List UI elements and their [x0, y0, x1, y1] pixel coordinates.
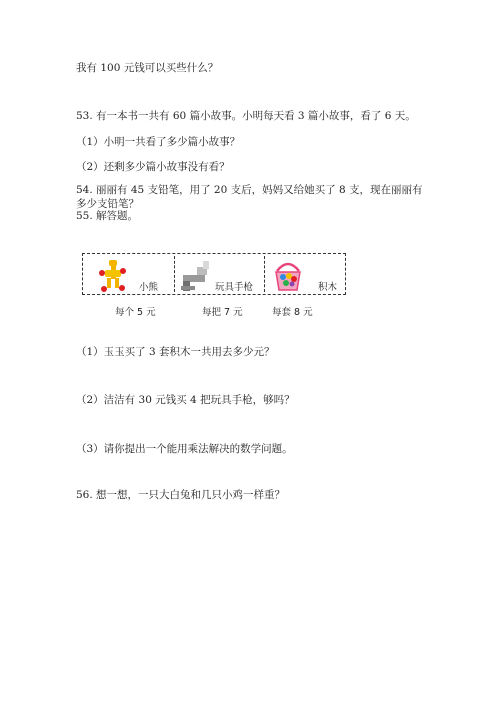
toy-divider: [174, 256, 175, 292]
question-53: 53. 有一本书一共有 60 篇小故事。小明每天看 3 篇小故事，看了 6 天。: [76, 110, 416, 122]
toy-table: [82, 253, 346, 295]
blocks-basket-icon: [271, 257, 305, 293]
question-54: 54. 丽丽有 45 支铅笔，用了 20 支后，妈妈又给她买了 8 支，现在丽丽有多少支铅笔？: [76, 184, 423, 210]
question-55-part-2: （2）洁洁有 30 元钱买 4 把玩具手枪，够吗？: [76, 394, 295, 406]
question-55-part-1: （1）玉玉买了 3 套积木一共用去多少元？: [76, 346, 275, 358]
price-gun: 每把 7 元: [202, 307, 243, 318]
toy-divider: [264, 256, 265, 292]
price-blocks: 每套 8 元: [272, 307, 313, 318]
price-bear: 每个 5 元: [115, 307, 156, 318]
question-53-part-2: （2）还剩多少篇小故事没有看？: [76, 161, 230, 173]
intro-question: 我有 100 元钱可以买些什么？: [76, 62, 219, 74]
toy-label-gun: 玩具手枪: [215, 282, 254, 293]
bear-toy-icon: [93, 257, 131, 293]
question-55-part-3: （3）请你提出一个能用乘法解决的数学问题。: [76, 443, 293, 455]
toy-label-bear: 小熊: [139, 282, 159, 293]
question-56: 56. 想一想，一只大白兔和几只小鸡一样重？: [76, 489, 286, 501]
toy-label-blocks: 积木: [318, 282, 338, 293]
question-53-part-1: （1）小明一共看了多少篇小故事？: [76, 136, 241, 148]
question-55: 55. 解答题。: [76, 210, 139, 222]
toy-gun-icon: [179, 257, 213, 293]
